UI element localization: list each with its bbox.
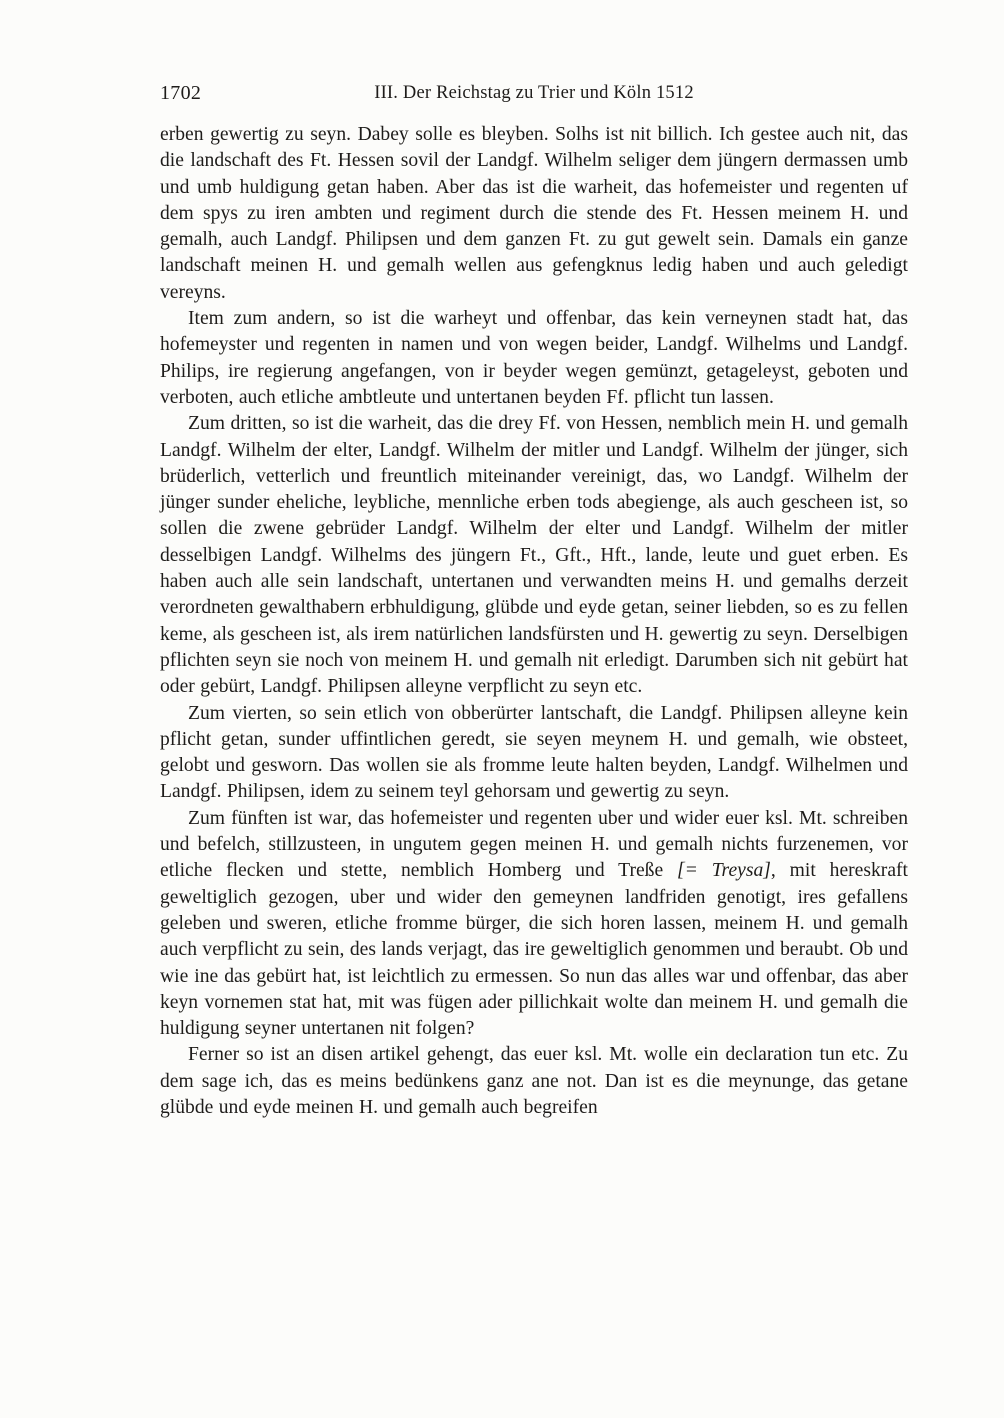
paragraph-zum-vierten: Zum vierten, so sein etlich von obberürter lantschaft, die Landgf. Philipsen alleyne kein pflicht getan, sunder uffintlichen geredt, sie seyen meynem H. und gemalh, wie obsteet, gelobt und gesworn. Das wollen sie als fromme leute halten beyden, Landgf. Wilhelmen und Landgf. Philipsen, idem zu seinem teyl gehorsam und gewertig zu seyn. [160, 702, 908, 803]
paragraph-ferner: Ferner so ist an disen artikel gehengt, das euer ksl. Mt. wolle ein declaration tun etc. Zu dem sage ich, das es meins bedünkens ganz ane not. Dan ist es die meynunge, das getane glübde und eyde meinen H. und gemalh auch begreifen [160, 1044, 908, 1118]
paragraph-zum-dritten: Zum dritten, so ist die warheit, das die drey Ff. von Hessen, nemblich mein H. und gemalh Landgf. Wilhelm der elter, Landgf. Wilhelm der mitler und Landgf. Wilhelm der jünger, sich brüderlich, vetterlich und freuntlich miteinander vereinigt, das, wo Landgf. Wilhelm der jünger sunder eheliche, leybliche, mennliche erben tods abegienge, als auch gescheen ist, so sollen die zwene gebrüder Landgf. Wilhelm der elter und Landgf. Wilhelm der mitler desselbigen Landgf. Wilhelms des jüngern Ft., Gft., Hft., lande, leute und guet erben. Es haben auch alle sein landschaft, untertanen und verwandten meins H. und gemalhs derzeit verordneten gewalthabern erbhuldigung, glübde und eyde getan, seiner liebden, so es zu fellen keme, als gescheen ist, als irem natürlichen landsfürsten und H. gewertig zu seyn. Derselbigen pflichten seyn sie noch von meinem H. und gemalh nit erledigt. Darumben sich nit gebürt hat oder gebürt, Landgf. Philipsen alleyne verpflicht zu seyn etc. [160, 413, 908, 698]
paragraph-text-segment: Zum fünften ist war, das hofemeister und regenten uber und wider euer ksl. Mt. schreiben und befelch, stillzusteen, in ungutem gegen meinen H. und gemalh nichts furzenemen, vor etliche flecken und stette, nemblich Homberg und Treße [160, 807, 908, 882]
running-header: III. Der Reichstag zu Trier und Köln 1512 [374, 83, 694, 103]
page-header [160, 80, 908, 106]
paragraph-zum-fuenften [160, 806, 908, 1043]
editorial-note-italic: [= Treysa] [677, 860, 771, 882]
paragraph-text-segment: , mit hereskraft geweltiglich gezogen, uber und wider den gemeynen landfriden genotigt, ires gefallens geleben und sweren, etliche fromme bürger, die sich horen lassen, meinem H. und gemalh auch verpflicht zu sein, des lands verjagt, das ire geweltiglich genommen und beraubt. Ob und wie ine das gebürt hat, ist leichtlich zu ermessen. So nun das alles war und offenbar, das aber keyn vornemen stat hat, mit was fügen ader pillichkait wolte dan meinem H. und gemalh die huldigung seyner untertanen nit folgen? [160, 860, 908, 1040]
paragraph-item-zum-andern: Item zum andern, so ist die warheyt und offenbar, das kein verneynen stadt hat, das hofemeyster und regenten in namen und von wegen beider, Landgf. Wilhelms und Landgf. Philips, ire regierung angefangen, von ir beyder wegen gemünzt, getageleyst, geboten und verboten, auch etliche ambtleute und untertanen beyden Ff. pflicht tun lassen. [160, 308, 908, 408]
paragraph-continuation: erben gewertig zu seyn. Dabey solle es bleyben. Solhs ist nit billich. Ich gestee auch nit, das die landschaft des Ft. Hessen sovil der Landgf. Wilhelm seliger dem jüngern dermassen umb und umb huldigung getan haben. Aber das ist die warheit, das hofemeister und regenten uf dem spys zu iren ambten und regiment durch die stende des Ft. Hessen meinem H. und gemalh, auch Landgf. Philipsen und dem ganzen Ft. zu gut gewelt sein. Damals ein ganze landschaft meinen H. und gemalh wellen aus gefengknus ledig haben und auch geledigt vereyns. [160, 124, 908, 303]
page-number: 1702 [160, 82, 202, 104]
text-block [160, 80, 908, 1121]
body-text [160, 122, 908, 1121]
